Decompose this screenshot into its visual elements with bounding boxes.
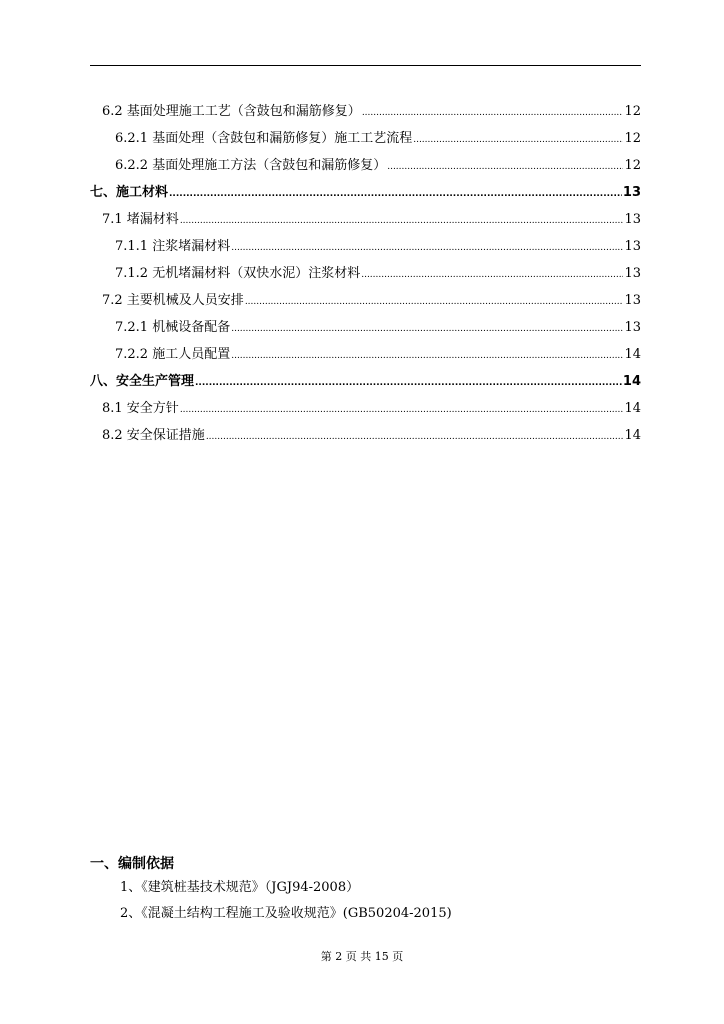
toc-leader-dots	[362, 104, 624, 119]
toc-leader-dots	[180, 401, 624, 416]
toc-leader-dots	[169, 185, 622, 200]
toc-entry[interactable]	[90, 119, 641, 146]
toc-entry-page: 13	[622, 185, 641, 200]
toc-entry-page: 12	[624, 104, 641, 119]
toc-entry[interactable]	[90, 281, 641, 308]
section-basis	[90, 853, 641, 927]
toc-entry-page: 12	[624, 131, 641, 146]
header-rule	[90, 65, 641, 66]
toc-entry[interactable]	[90, 173, 641, 200]
toc-entry[interactable]	[90, 92, 641, 119]
toc-entry-title: 八、安全生产管理	[90, 374, 195, 389]
toc-leader-dots	[180, 212, 624, 227]
toc-entry-page: 14	[624, 347, 641, 362]
table-of-contents	[90, 92, 641, 443]
toc-entry-title: 6.2.2 基面处理施工方法（含鼓包和漏筋修复）	[115, 158, 387, 173]
toc-leader-dots	[413, 131, 623, 146]
section-title: 一、编制依据	[90, 856, 174, 872]
toc-entry[interactable]	[90, 308, 641, 335]
toc-entry-page: 12	[624, 158, 641, 173]
toc-entry[interactable]	[90, 146, 641, 173]
toc-entry-title: 7.1.2 无机堵漏材料（双快水泥）注浆材料	[115, 266, 361, 281]
toc-entry-page: 13	[624, 293, 641, 308]
toc-entry[interactable]	[90, 200, 641, 227]
toc-leader-dots	[361, 266, 623, 281]
page-footer: 第 2 页 共 15 页	[320, 950, 404, 963]
toc-entry-title: 6.2.1 基面处理（含鼓包和漏筋修复）施工工艺流程	[115, 131, 413, 146]
toc-leader-dots	[231, 239, 623, 254]
toc-entry-title: 6.2 基面处理施工工艺（含鼓包和漏筋修复）	[102, 104, 361, 119]
toc-entry[interactable]	[90, 389, 641, 416]
toc-entry-title: 七、施工材料	[90, 185, 169, 200]
toc-leader-dots	[206, 428, 624, 443]
toc-entry-page: 14	[624, 428, 641, 443]
toc-entry-page: 13	[624, 266, 641, 281]
toc-leader-dots	[231, 320, 623, 335]
toc-entry[interactable]	[90, 362, 641, 389]
toc-entry-page: 13	[624, 212, 641, 227]
toc-entry-title: 8.2 安全保证措施	[102, 428, 205, 443]
toc-leader-dots	[387, 158, 623, 173]
toc-entry-title: 7.2 主要机械及人员安排	[102, 293, 244, 308]
toc-entry-title: 8.1 安全方针	[102, 401, 179, 416]
toc-entry-page: 13	[624, 239, 641, 254]
toc-entry-title: 7.2.2 施工人员配置	[115, 347, 231, 362]
toc-leader-dots	[231, 347, 623, 362]
toc-entry-page: 14	[622, 374, 641, 389]
toc-leader-dots	[245, 293, 624, 308]
toc-entry-page: 13	[624, 320, 641, 335]
toc-entry-title: 7.1.1 注浆堵漏材料	[115, 239, 231, 254]
toc-leader-dots	[195, 374, 622, 389]
toc-entry[interactable]	[90, 254, 641, 281]
toc-entry-title: 7.1 堵漏材料	[102, 212, 179, 227]
reference-item: 2、《混凝土结构工程施工及验收规范》(GB50204-2015)	[120, 906, 452, 921]
reference-item: 1、《建筑桩基技术规范》（JGJ94-2008）	[120, 880, 360, 895]
toc-entry[interactable]	[90, 416, 641, 443]
toc-entry[interactable]	[90, 335, 641, 362]
toc-entry[interactable]	[90, 227, 641, 254]
toc-entry-page: 14	[624, 401, 641, 416]
toc-entry-title: 7.2.1 机械设备配备	[115, 320, 231, 335]
